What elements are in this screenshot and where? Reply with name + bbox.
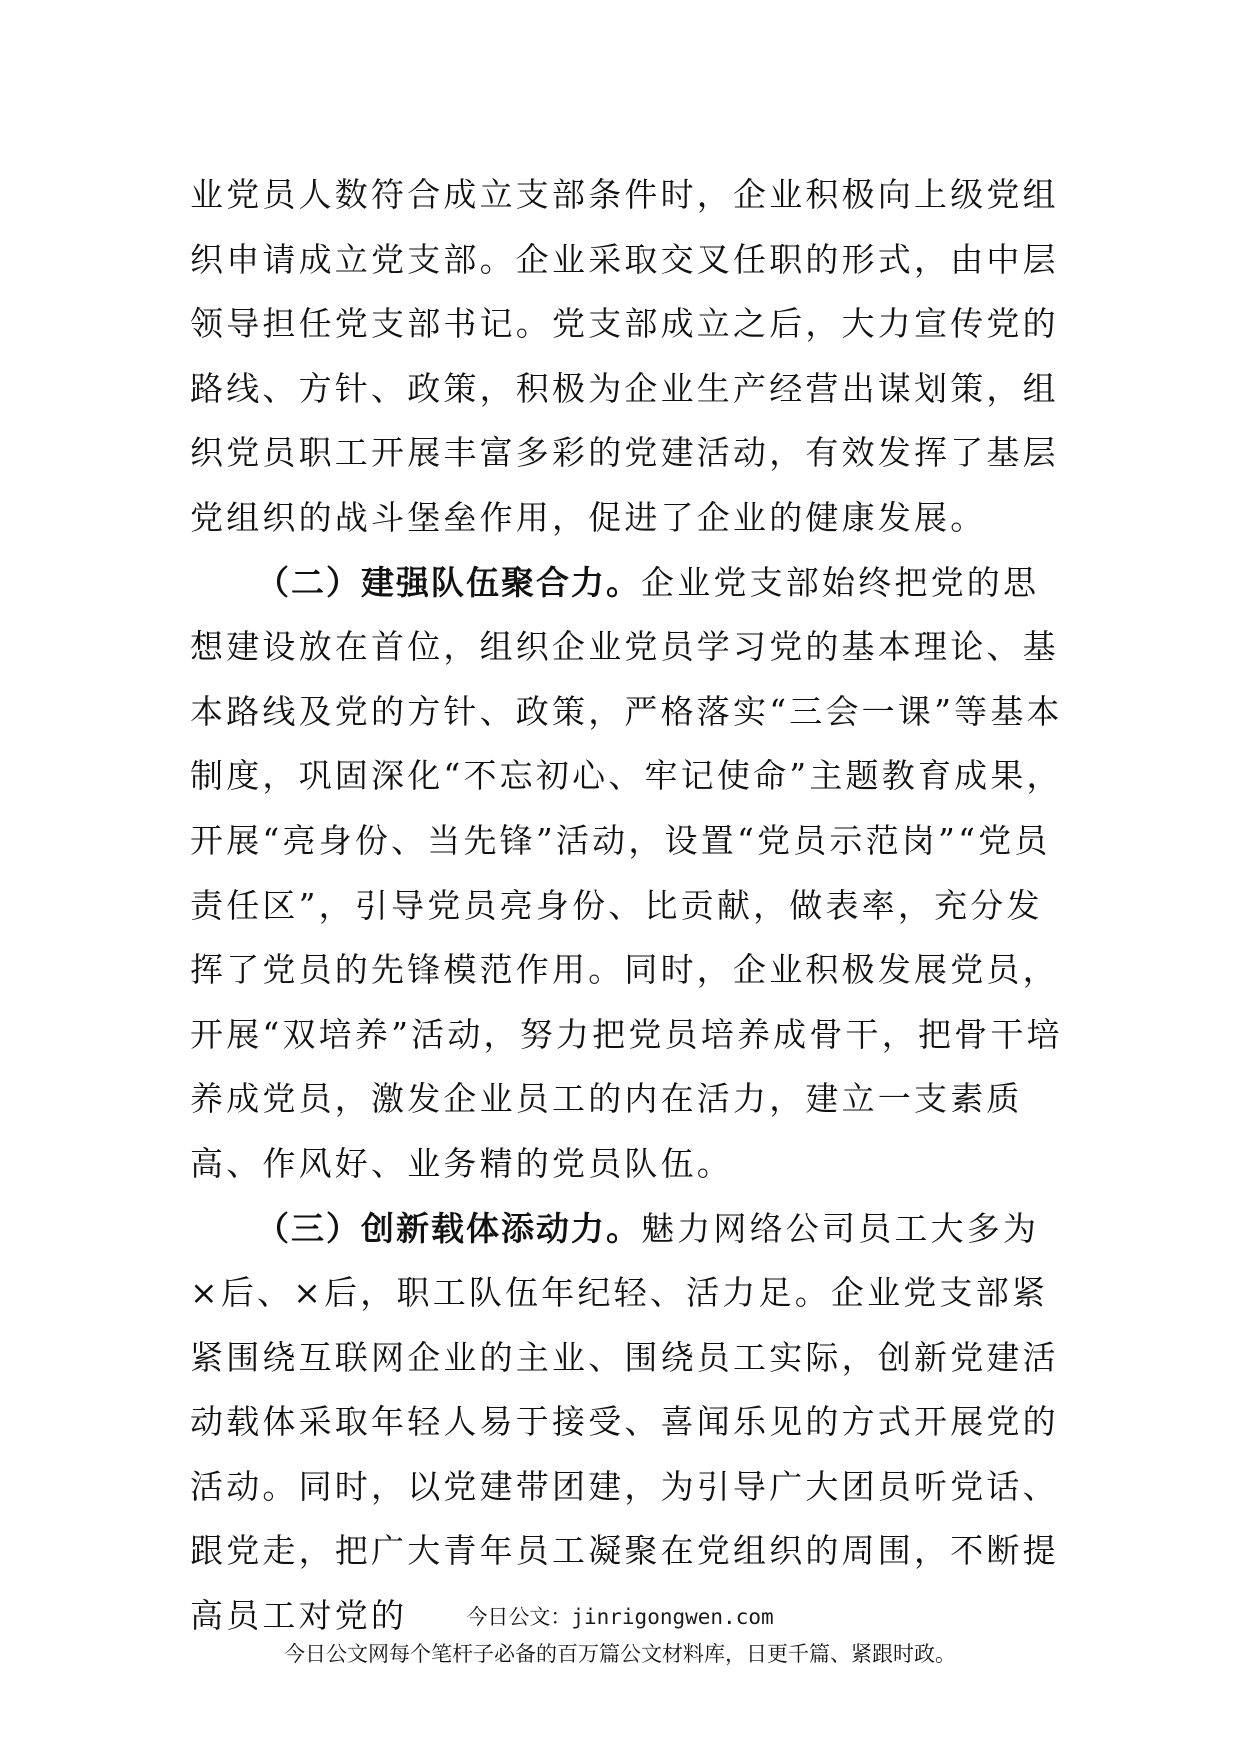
footer-site-url[interactable]: jinrigongwen.com xyxy=(571,1605,774,1629)
section-2-text: 企业党支部始终把党的思想建设放在首位，组织企业党员学习党的基本理论、基本路线及党的方针、政策，严格落实“三会一课”等基本制度，巩固深化“不忘初心、牢记使命”主题教育成果，开展“亮身份、当先锋”活动，设置“党员示范岗”“党员责任区”，引导党员亮身份、比贡献，做表率，充分发挥了党员的先锋模范作用。同时，企业积极发展党员，开展“双培养”活动，努力把党员培养成骨干，把骨干培养成党员，激发企业员工的内在活力，建立一支素质高、作风好、业务精的党员队伍。 xyxy=(190,562,1063,1183)
footer-description: 今日公文网每个笔杆子必备的百万篇公文材料库，日更千篇、紧跟时政。 xyxy=(284,1642,956,1666)
continued-paragraph: 业党员人数符合成立支部条件时，企业积极向上级党组织申请成立党支部。企业采取交叉任职的形式，由中层领导担任党支部书记。党支部成立之后，大力宣传党的路线、方针、政策，积极为企业生产经营出谋划策，组织党员职工开展丰富多彩的党建活动，有效发挥了基层党组织的战斗堡垒作用，促进了企业的健康发展。 xyxy=(190,175,1059,537)
footer-site-line xyxy=(0,1601,1240,1631)
section-2-heading: （二）建强队伍聚合力。 xyxy=(256,562,641,602)
section-3-text: 魅力网络公司员工大多为×后、×后，职工队伍年纪轻、活力足。企业党支部紧紧围绕互联网企业的主业、围绕员工实际，创新党建活动载体采取年轻人易于接受、喜闻乐见的方式开展党的活动。同时，以党建带团建，为引导广大团员听党话、跟党走，把广大青年员工凝聚在党组织的周围，不断提高员工对党的 xyxy=(190,1208,1059,1636)
footer-site-label: 今日公文： xyxy=(466,1605,572,1629)
section-3-heading: （三）创新载体添动力。 xyxy=(256,1208,641,1248)
section-2-paragraph xyxy=(190,551,1065,1197)
document-body xyxy=(190,163,1065,1649)
section-3-paragraph xyxy=(190,1197,1065,1649)
